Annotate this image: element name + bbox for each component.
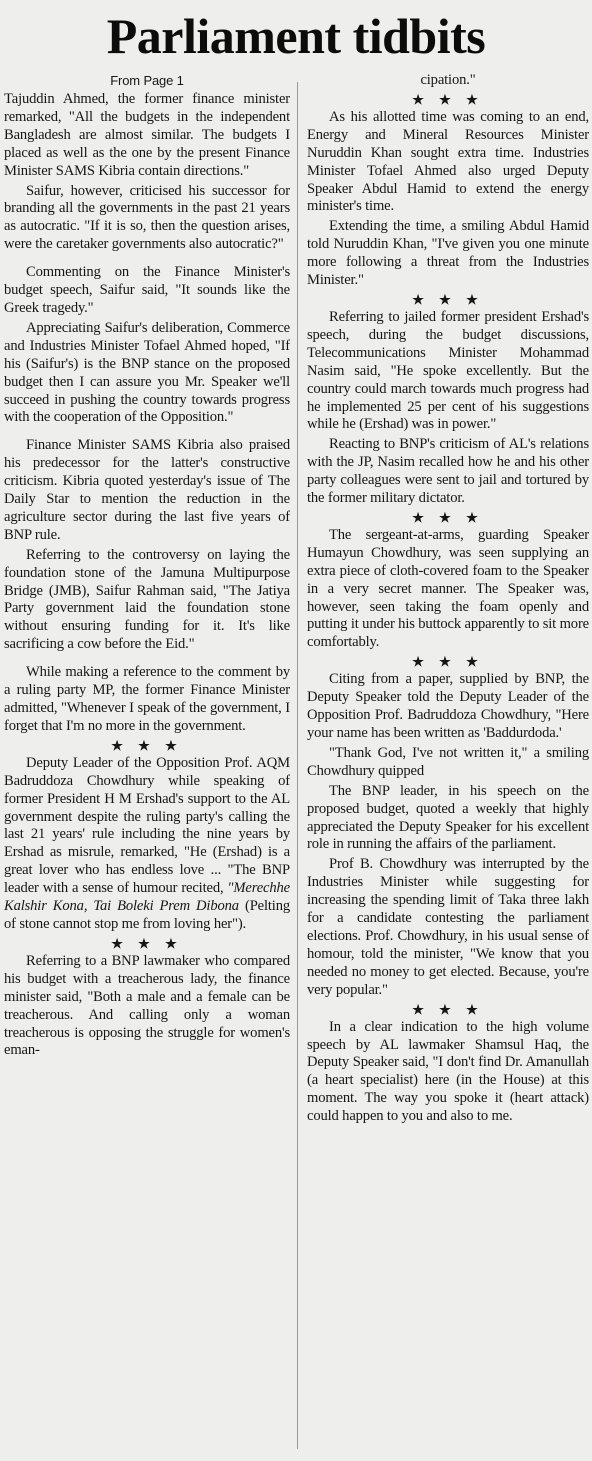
section-stars: ★ ★ ★: [412, 291, 484, 307]
paragraph: Tajuddin Ahmed, the former finance minister remarked, "All the budgets in the independent Bangladesh are almost similar. The budgets I placed as well as the one by the present Finance Minister SAMS Kibria contain directions.": [4, 91, 290, 179]
paragraph-text: (Pelting of stone cannot stop me from loving her").: [4, 898, 290, 932]
section-stars: ★ ★ ★: [412, 654, 484, 670]
headline: Parliament tidbits: [106, 8, 486, 64]
paragraph: Prof B. Chowdhury was interrupted by the Industries Minister while suggesting for increasing the spending limit of Taka three lakh for a candidate contesting the parliament elections. Prof. Chowdhury, in his usual sense of homour, told the minister, "We know that you needed no money to get elected. Because, you're very popular.": [307, 856, 589, 998]
paragraph: Referring to the controversy on laying the foundation stone of the Jamuna Multipurpose Bridge (JMB), Saifur Rahman said, "The Jatiya Party government laid the foundation stone without ensuring funding for it. It's like sacrificing a cow before the Eid.": [4, 546, 290, 653]
paragraph: While making a reference to the comment by a ruling party MP, the former Finance Minister admitted, "Whenever I speak of the government, I forget that I'm no more in the government.: [4, 664, 290, 734]
paragraph: "Thank God, I've not written it," a smiling Chowdhury quipped: [307, 744, 589, 779]
jump-line: From Page 1: [110, 73, 184, 88]
section-stars: ★ ★ ★: [412, 509, 484, 525]
paragraph: Saifur, however, criticised his successor for branding all the governments in the past 21 years as autocratic. "If it is so, then the question arises, were the caretaker governments also autocratic?": [4, 182, 290, 253]
paragraph: As his allotted time was coming to an end, Energy and Mineral Resources Minister Nuruddin Khan sought extra time. Industries Minister Tofael Ahmed also urged Deputy Speaker Abdul Hamid to extend the energy minister's time.: [307, 108, 589, 215]
right-column: [307, 72, 589, 1451]
section-stars: ★ ★ ★: [412, 91, 484, 107]
paragraph: Citing from a paper, supplied by BNP, the Deputy Speaker told the Deputy Leader of the Opposition Prof. Badruddoza Chowdhury, "Here your name has been written as 'Baddurdoda.': [307, 671, 589, 741]
paragraph: Reacting to BNP's criticism of AL's relations with the JP, Nasim recalled how he and his other party colleagues were sent to jail and tortured by the former military dictator.: [307, 436, 589, 507]
bengali-verse: "Merechhe Kalshir Kona, Tai Boleki Prem Dibona: [4, 880, 290, 915]
paragraph: The sergeant-at-arms, guarding Speaker Humayun Chowdhury, was seen supplying an extra piece of cloth-covered foam to the Speaker in a very secret manner. The Speaker was, however, seen taking the foam openly and putting it under his buttock apparently to sit more comfortably.: [307, 526, 589, 651]
section-stars: ★ ★ ★: [111, 737, 183, 753]
paragraph: Appreciating Saifur's deliberation, Commerce and Industries Minister Tofael Ahmed hoped, "If his (Saifur's) is the BNP stance on the proposed budget then I can assure you Mr. Speaker we'll succeed in pushing the country towards progress with the cooperation of the Opposition.": [4, 319, 290, 426]
paragraph: Extending the time, a smiling Abdul Hamid told Nuruddin Khan, "I've given you one minute more following a threat from the Industries Minister.": [307, 218, 589, 289]
paragraph-continuation: cipation.": [420, 72, 476, 88]
column-rule: [297, 82, 298, 1449]
section-stars: ★ ★ ★: [111, 935, 183, 951]
left-column: [4, 72, 290, 1451]
paragraph: Finance Minister SAMS Kibria also praised his predecessor for the latter's constructive criticism. Kibria quoted yesterday's issue of The Daily Star to mention the reduction in the agriculture sector during the last five years of BNP rule.: [4, 437, 290, 543]
paragraph: [4, 755, 290, 934]
paragraph-text: Deputy Leader of the Opposition Prof. AQM Badruddoza Chowdhury while speaking of former President H M Ershad's support to the AL government despite the ruling party's calling the last 21 years' rule including the nine years by Ershad as misrule, remarked, "He (Ershad) is a great lover who has endless love ... "The BNP leader with a sense of humour recited,: [4, 754, 290, 897]
paragraph: The BNP leader, in his speech on the proposed budget, quoted a weekly that highly appreciated the Deputy Speaker for his excellent role in running the affairs of the parliament.: [307, 782, 589, 853]
paragraph: Commenting on the Finance Minister's budget speech, Saifur said, "It sounds like the Greek tragedy.": [4, 264, 290, 316]
paragraph: Referring to jailed former president Ershad's speech, during the budget discussions, Telecommunications Minister Mohammad Nasim said, "He spoke excellently. But the country could march towards much progress had he implemented 25 per cent of his suggestions while he (Ershad) was in power.": [307, 308, 589, 433]
paragraph: Referring to a BNP lawmaker who compared his budget with a treacherous lady, the finance minister said, "Both a male and a female can be treacherous. And calling only a woman treacherous is opposing the struggle for women's eman-: [4, 952, 290, 1059]
paragraph: In a clear indication to the high volume speech by AL lawmaker Shamsul Haq, the Deputy Speaker said, "I don't find Dr. Amanullah (a heart specialist) here (in the House) at this moment. The way you spoke it (heart attack) could happen to you and also to me.: [307, 1018, 589, 1125]
section-stars: ★ ★ ★: [412, 1001, 484, 1017]
